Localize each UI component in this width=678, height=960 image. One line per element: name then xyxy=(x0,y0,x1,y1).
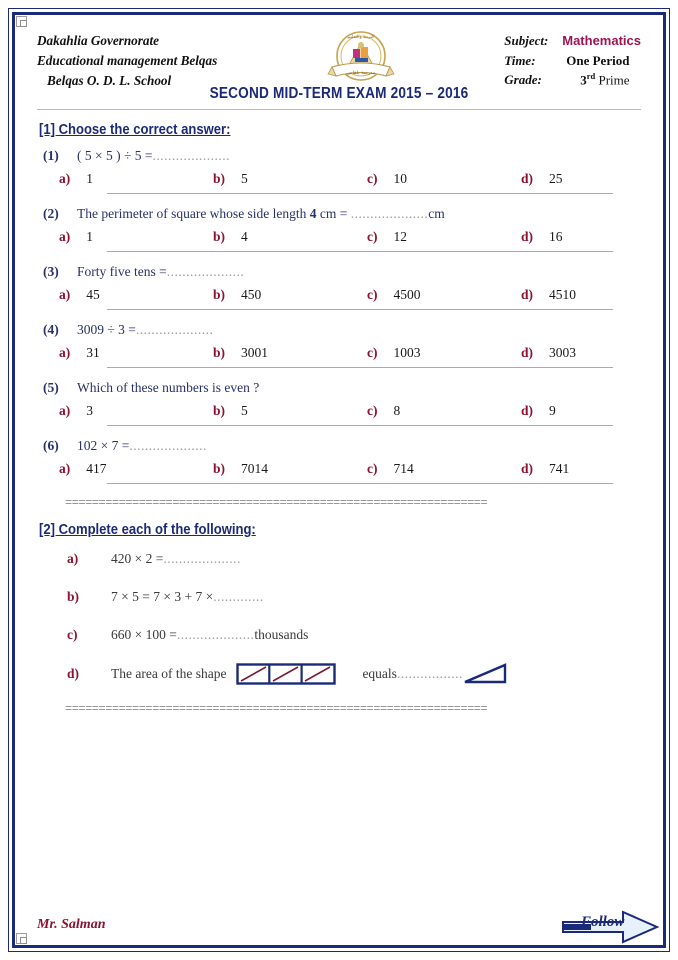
question-2-option-a[interactable] xyxy=(59,229,213,245)
document-content xyxy=(15,15,663,945)
part2-item-a xyxy=(37,548,641,570)
option-letter: c) xyxy=(367,403,378,418)
question-2-line xyxy=(37,206,641,222)
option-letter: a) xyxy=(59,345,71,360)
question-6 xyxy=(37,438,641,484)
part2-item-b xyxy=(37,586,641,608)
question-3-option-d[interactable] xyxy=(521,287,675,303)
option-value: 450 xyxy=(241,287,262,302)
grade-label: Grade: xyxy=(504,72,542,87)
question-4-option-d[interactable] xyxy=(521,345,675,361)
question-3-line xyxy=(37,264,641,280)
question-1-number: (1) xyxy=(43,148,59,163)
option-value: 3001 xyxy=(241,345,269,360)
subject-value: Mathematics xyxy=(562,33,641,48)
question-2-rule xyxy=(107,251,613,252)
question-6-option-b[interactable] xyxy=(213,461,367,477)
question-6-text: 102 × 7 = xyxy=(77,438,130,453)
part2-item-a-text: 420 × 2 = xyxy=(111,551,164,566)
question-1-line xyxy=(37,148,641,164)
svg-text:مدرسة بلقاس: مدرسة بلقاس xyxy=(346,70,376,76)
option-letter: b) xyxy=(213,345,226,360)
question-5 xyxy=(37,380,641,426)
question-4 xyxy=(37,322,641,368)
part2-item-c-tail: thousands xyxy=(254,627,309,642)
question-3-number: (3) xyxy=(43,264,59,279)
option-letter: c) xyxy=(367,287,378,302)
page-border-frame xyxy=(8,8,670,952)
school-info xyxy=(37,29,217,91)
question-6-options xyxy=(37,454,641,483)
part2-item-c xyxy=(37,624,641,646)
option-letter: d) xyxy=(521,403,534,418)
question-6-option-c[interactable] xyxy=(367,461,521,477)
option-letter: a) xyxy=(59,171,71,186)
question-1-option-b[interactable] xyxy=(213,171,367,187)
option-letter: d) xyxy=(521,345,534,360)
question-6-rule xyxy=(107,483,613,484)
three-cell-diagonal-rectangle-icon xyxy=(236,663,336,685)
question-3-rule xyxy=(107,309,613,310)
option-letter: d) xyxy=(521,287,534,302)
svg-text:التربية والتعليم: التربية والتعليم xyxy=(347,34,375,39)
question-2-text-post: cm = xyxy=(316,206,351,221)
option-value: 10 xyxy=(393,171,407,186)
option-value: 714 xyxy=(393,461,414,476)
option-letter: c) xyxy=(367,461,378,476)
option-value: 3 xyxy=(86,403,93,418)
time-label: Time: xyxy=(504,52,536,68)
exam-title: SECOND MID-TERM EXAM 2015 – 2016 xyxy=(209,85,469,102)
option-value: 417 xyxy=(86,461,107,476)
option-value: 5 xyxy=(241,171,248,186)
option-value: 16 xyxy=(549,229,563,244)
option-value: 1003 xyxy=(393,345,421,360)
question-1-option-c[interactable] xyxy=(367,171,521,187)
option-letter: a) xyxy=(59,229,71,244)
question-1-blank: .................... xyxy=(152,148,231,163)
option-value: 1 xyxy=(86,229,93,244)
part2-item-d-content xyxy=(111,662,509,686)
question-2-text xyxy=(77,206,445,222)
document-header xyxy=(37,29,641,91)
right-triangle-icon xyxy=(463,662,509,686)
question-2-number: (2) xyxy=(43,206,59,221)
question-4-line xyxy=(37,322,641,338)
part2-item-c-text: 660 × 100 = xyxy=(111,627,177,642)
part2-item-b-text: 7 × 5 = 7 × 3 + 7 × xyxy=(111,589,214,604)
question-1-rule xyxy=(107,193,613,194)
question-2-bold-number: 4 xyxy=(309,206,317,221)
part2-item-a-blank: .................... xyxy=(163,551,241,566)
option-letter: d) xyxy=(521,171,534,186)
question-4-number: (4) xyxy=(43,322,59,337)
subject-row xyxy=(504,31,641,51)
part2-item-c-blank: .................... xyxy=(176,627,255,642)
question-3-blank: .................... xyxy=(166,264,245,279)
part2-item-b-letter: b) xyxy=(67,589,80,604)
part2-item-c-letter: c) xyxy=(67,627,78,642)
option-letter: b) xyxy=(213,287,226,302)
question-3-option-a[interactable] xyxy=(59,287,213,303)
part2-item-d-mid-text: equals xyxy=(362,666,397,681)
time-value: One Period xyxy=(566,52,630,68)
part2-heading: [2] Complete each of the following: xyxy=(39,522,256,538)
question-1-text: ( 5 × 5 ) ÷ 5 = xyxy=(77,148,153,163)
question-4-options xyxy=(37,338,641,367)
option-value: 31 xyxy=(86,345,100,360)
question-5-options xyxy=(37,396,641,425)
option-letter: c) xyxy=(367,171,378,186)
question-2-text-pre: The perimeter of square whose side length xyxy=(77,206,310,221)
question-6-blank: .................... xyxy=(129,438,207,453)
question-5-option-a[interactable] xyxy=(59,403,213,419)
question-5-option-c[interactable] xyxy=(367,403,521,419)
question-6-line xyxy=(37,438,641,454)
question-6-option-a[interactable] xyxy=(59,461,213,477)
option-letter: b) xyxy=(213,171,226,186)
subject-label: Subject: xyxy=(504,33,549,48)
management-line: Educational management Belqas xyxy=(37,53,218,69)
question-3-option-c[interactable] xyxy=(367,287,521,303)
question-4-option-c[interactable] xyxy=(367,345,521,361)
page-border-inner xyxy=(12,12,666,948)
time-row xyxy=(504,51,641,71)
question-3-text: Forty five tens = xyxy=(77,264,167,279)
follow-banner[interactable] xyxy=(561,904,661,955)
option-value: 25 xyxy=(549,171,563,186)
section-separator-bottom: =============================================================== xyxy=(65,702,488,716)
option-letter: d) xyxy=(521,229,534,244)
question-1-option-d[interactable] xyxy=(521,171,675,187)
option-value: 9 xyxy=(549,403,556,418)
question-3 xyxy=(37,264,641,310)
question-2-text-tail: cm xyxy=(428,206,445,221)
option-value: 7014 xyxy=(241,461,269,476)
title-divider xyxy=(37,109,641,110)
part2-item-d-blank: ................. xyxy=(396,666,463,681)
option-letter: c) xyxy=(367,345,378,360)
option-value: 4 xyxy=(241,229,248,244)
question-2-option-c[interactable] xyxy=(367,229,521,245)
option-value: 8 xyxy=(393,403,401,418)
school-name-line: Belqas O. D. L. School xyxy=(47,73,172,89)
question-2-option-d[interactable] xyxy=(521,229,675,245)
question-2 xyxy=(37,206,641,252)
question-2-options xyxy=(37,222,641,251)
question-6-number: (6) xyxy=(43,438,59,453)
option-letter: d) xyxy=(521,461,534,476)
option-letter: b) xyxy=(213,229,226,244)
teacher-signature: Mr. Salman xyxy=(37,917,106,932)
option-letter: c) xyxy=(367,229,378,244)
question-4-text: 3009 ÷ 3 = xyxy=(77,322,136,337)
part2-item-a-letter: a) xyxy=(67,551,79,566)
question-2-option-b[interactable] xyxy=(213,229,367,245)
question-5-option-b[interactable] xyxy=(213,403,367,419)
option-letter: a) xyxy=(59,403,71,418)
grade-stage: Prime xyxy=(598,72,630,88)
grade-ordinal-suffix: rd xyxy=(586,71,596,81)
question-5-line xyxy=(37,380,641,396)
part2-item-d-letter: d) xyxy=(67,666,80,681)
question-4-option-b[interactable] xyxy=(213,345,367,361)
part2-item-d-text: The area of the shape xyxy=(111,666,227,681)
question-4-option-a[interactable] xyxy=(59,345,213,361)
part1-heading: [1] Choose the correct answer: xyxy=(39,122,231,138)
option-value: 5 xyxy=(241,403,248,418)
part2-item-b-blank: ............. xyxy=(213,589,264,604)
school-emblem-wrap xyxy=(319,29,403,89)
follow-label: Follow xyxy=(581,914,625,930)
question-4-rule xyxy=(107,367,613,368)
question-1-options xyxy=(37,164,641,193)
question-4-blank: .................... xyxy=(135,322,214,337)
question-2-blank: .................... xyxy=(350,206,429,221)
question-1-option-a[interactable] xyxy=(59,171,213,187)
option-value: 45 xyxy=(86,287,100,302)
option-letter: b) xyxy=(213,461,226,476)
option-letter: a) xyxy=(59,461,71,476)
governorate-line: Dakahlia Governorate xyxy=(37,33,159,48)
question-5-rule xyxy=(107,425,613,426)
option-value: 4510 xyxy=(549,287,577,302)
option-value: 4500 xyxy=(393,287,421,302)
question-3-options xyxy=(37,280,641,309)
option-letter: b) xyxy=(213,403,226,418)
grade-number: 3 xyxy=(580,72,587,88)
question-3-option-b[interactable] xyxy=(213,287,367,303)
school-emblem-icon xyxy=(324,29,398,89)
option-value: 3003 xyxy=(549,345,577,360)
option-value: 12 xyxy=(393,229,407,244)
part2-item-d xyxy=(37,662,641,686)
option-value: 741 xyxy=(549,461,570,476)
option-value: 1 xyxy=(86,171,93,186)
question-5-number: (5) xyxy=(43,380,59,395)
section-separator-top: =============================================================== xyxy=(65,496,488,510)
exam-meta xyxy=(504,29,641,90)
option-letter: a) xyxy=(59,287,71,302)
question-1 xyxy=(37,148,641,194)
question-5-text: Which of these numbers is even ? xyxy=(77,380,260,395)
question-6-option-d[interactable] xyxy=(521,461,675,477)
question-5-option-d[interactable] xyxy=(521,403,675,419)
